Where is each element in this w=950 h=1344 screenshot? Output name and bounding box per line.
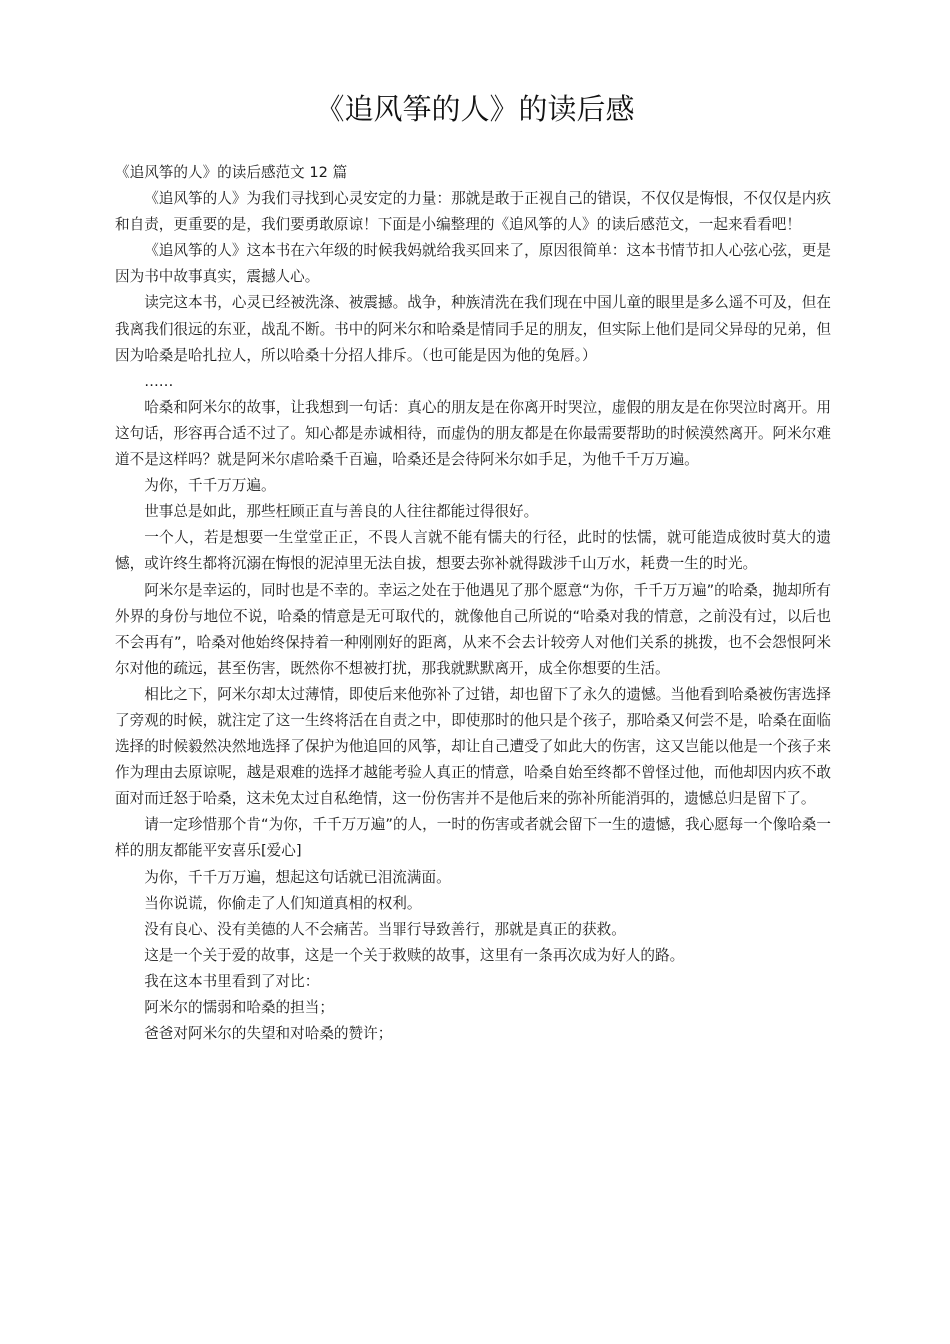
document-subtitle: 《追风筝的人》的读后感范文 12 篇 [115,164,348,181]
paragraph: 为你，千千万万遍，想起这句话就已泪流满面。 [144,868,451,886]
paragraph: 为你，千千万万遍。 [144,477,276,495]
paragraph: 请一定珍惜那个肯“为你，千千万万遍”的人，一时的伤害或者就会留下一生的遗憾，我心愿每一个像哈桑一样的朋友都能平安喜乐[爱心] [115,816,831,860]
document-body [115,160,831,1047]
paragraph: 阿米尔的懦弱和哈桑的担当； [144,999,334,1016]
paragraph: 哈桑和阿米尔的故事，让我想到一句话：真心的朋友是在你离开时哭泣，虚假的朋友是在你哭泣时离开。用这句话，形容再合适不过了。知心都是赤诚相待，而虚伪的朋友都是在你最需要帮助的时候漠然离开。阿米尔难道不是这样吗？就是阿米尔虐哈桑千百遍，哈桑还是会待阿米尔如手足，为他千千万万遍。 [115,398,831,469]
paragraph: 一个人，若是想要一生堂堂正正，不畏人言就不能有懦夫的行径，此时的怯懦，就可能造成彼时莫大的遗憾，或许终生都将沉溺在悔恨的泥淖里无法自拔，想要去弥补就得跋涉千山万水，耗费一生的时光。 [115,529,831,573]
paragraph: 没有良心、没有美德的人不会痛苦。当罪行导致善行，那就是真正的获救。 [144,920,626,938]
paragraph: 《追风筝的人》为我们寻找到心灵安定的力量：那就是敢于正视自己的错误，不仅仅是悔恨，不仅仅是内疚和自责，更重要的是，我们要勇敢原谅！下面是小编整理的《追风筝的人》的读后感范文，一起来看看吧！ [115,190,831,234]
paragraph: 相比之下，阿米尔却太过薄情，即使后来他弥补了过错，却也留下了永久的遗憾。当他看到哈桑被伤害选择了旁观的时候，就注定了这一生终将活在自责之中，即使那时的他只是个孩子，那哈桑又何尝不是，哈桑在面临选择的时候毅然决然地选择了保护为他追回的风筝，却让自己遭受了如此大的伤害，这又岂能以他是一个孩子来作为理由去原谅呢，越是艰难的选择才越能考验人真正的情意，哈桑自始至终都不曾怪过他，而他却因内疚不敢面对而迁怒于哈桑，这未免太过自私绝情，这一份伤害并不是他后来的弥补所能消弭的，遗憾总归是留下了。 [115,685,831,808]
paragraph: 读完这本书，心灵已经被洗涤、被震撼。战争，种族清洗在我们现在中国儿童的眼里是多么遥不可及，但在我离我们很远的东亚，战乱不断。书中的阿米尔和哈桑是情同手足的朋友，但实际上他们是同父异母的兄弟，但因为哈桑是哈扎拉人，所以哈桑十分招人排斥。（也可能是因为他的兔唇。） [115,294,831,364]
paragraph: 当你说谎，你偷走了人们知道真相的权利。 [144,894,422,912]
paragraph: 这是一个关于爱的故事，这是一个关于救赎的故事，这里有一条再次成为好人的路。 [144,946,685,964]
paragraph: 《追风筝的人》这本书在六年级的时候我妈就给我买回来了，原因很简单：这本书情节扣人心弦心弦，更是因为书中故事真实，震撼人心。 [115,242,831,286]
page-title: 《追风筝的人》的读后感 [315,92,635,126]
paragraph-ellipsis: …… [144,372,174,390]
paragraph: 爸爸对阿米尔的失望和对哈桑的赞许； [144,1025,393,1043]
paragraph: 阿米尔是幸运的，同时也是不幸的。幸运之处在于他遇见了那个愿意“为你，千千万万遍”的哈桑，抛却所有外界的身份与地位不说，哈桑的情意是无可取代的，就像他自己所说的“哈桑对我的情意，之前没有过，以后也不会再有”，哈桑对他始终保持着一种刚刚好的距离，从来不会去计较旁人对他们关系的挑拨，也不会怨恨阿米尔对他的疏远，甚至伤害，既然你不想被打扰，那我就默默离开，成全你想要的生活。 [115,581,831,677]
paragraph: 世事总是如此，那些枉顾正直与善良的人往往都能过得很好。 [144,503,539,521]
paragraph: 我在这本书里看到了对比： [144,972,320,990]
